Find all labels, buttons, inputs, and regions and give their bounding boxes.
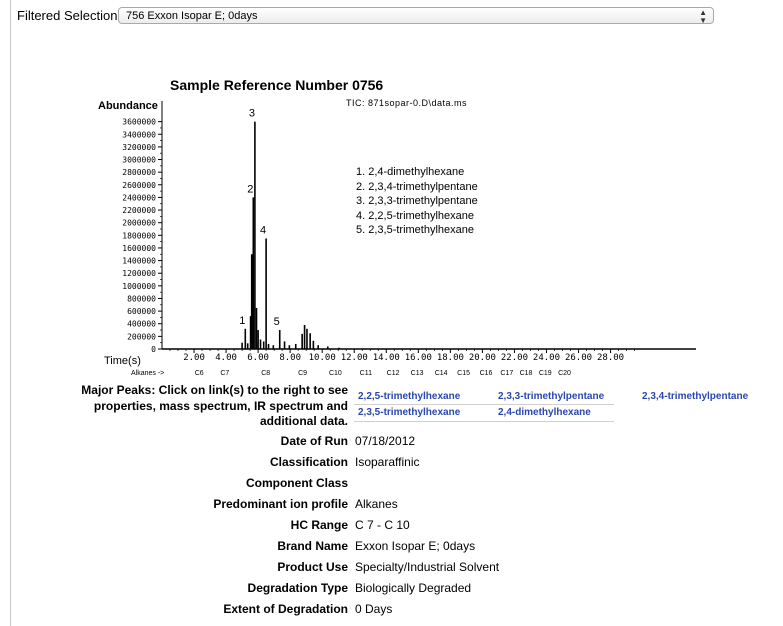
y-tick-label: 1600000 bbox=[122, 243, 156, 253]
y-tick-label: 0 bbox=[151, 345, 156, 354]
y-axis-label: Abundance bbox=[98, 100, 158, 112]
alkane-marker: C15 bbox=[457, 370, 470, 377]
peak-link[interactable]: 2,2,5-trimethylhexane bbox=[358, 391, 461, 402]
alkane-marker: C9 bbox=[298, 370, 308, 377]
x-axis-label: Time(s) bbox=[104, 355, 141, 367]
alkane-marker: C11 bbox=[359, 370, 373, 377]
major-peaks-label: Major Peaks: Click on link(s) to the right to see properties, mass spectrum, IR spectrum and additional data. bbox=[81, 383, 348, 428]
detail-label: HC Range bbox=[290, 518, 348, 532]
alkane-marker: C8 bbox=[261, 370, 271, 377]
alkane-marker: C18 bbox=[519, 370, 533, 377]
x-tick-label: 14.00 bbox=[372, 353, 400, 363]
x-tick-label: 2.00 bbox=[183, 353, 205, 363]
x-tick-label: 24.00 bbox=[532, 353, 561, 363]
y-tick-label: 2400000 bbox=[122, 193, 156, 203]
detail-value: Biologically Degraded bbox=[355, 581, 472, 595]
detail-value: C 7 - C 10 bbox=[355, 518, 410, 532]
y-tick-label: 200000 bbox=[127, 332, 156, 342]
alkane-marker: C17 bbox=[500, 370, 514, 377]
alkanes-label: Alkanes -> bbox=[131, 370, 165, 377]
detail-label: Date of Run bbox=[280, 434, 348, 448]
y-tick-label: 2600000 bbox=[122, 180, 156, 190]
peak-number-label: 1 bbox=[239, 314, 246, 327]
detail-label: Extent of Degradation bbox=[223, 602, 348, 616]
y-tick-label: 600000 bbox=[127, 307, 156, 317]
dropdown-arrows-icon: ▲ ▼ bbox=[699, 8, 707, 25]
detail-label: Predominant ion profile bbox=[213, 497, 348, 511]
y-tick-label: 400000 bbox=[127, 319, 156, 329]
detail-label: Product Use bbox=[277, 560, 348, 574]
chart-title: Sample Reference Number 0756 bbox=[170, 77, 384, 93]
y-tick-label: 2800000 bbox=[122, 168, 156, 178]
alkane-marker: C20 bbox=[558, 370, 571, 377]
peak-row-divider bbox=[354, 421, 614, 422]
x-tick-label: 8.00 bbox=[279, 353, 302, 363]
detail-value: 07/18/2012 bbox=[355, 434, 416, 448]
peak-number-label: 3 bbox=[248, 107, 255, 120]
detail-value: Specialty/Industrial Solvent bbox=[355, 560, 500, 574]
y-tick-label: 1000000 bbox=[122, 281, 156, 291]
x-tick-label: 12.00 bbox=[340, 353, 368, 363]
peak-legend bbox=[356, 165, 478, 238]
x-tick-label: 20.00 bbox=[468, 353, 496, 363]
legend-item: 3. 2,3,3-trimethylpentane bbox=[356, 195, 478, 207]
detail-label: Classification bbox=[269, 455, 348, 469]
x-tick-label: 6.00 bbox=[247, 353, 269, 363]
y-tick-label: 1200000 bbox=[122, 269, 156, 279]
x-tick-label: 16.00 bbox=[404, 353, 432, 363]
detail-label: Degradation Type bbox=[247, 581, 348, 595]
y-tick-label: 1800000 bbox=[122, 231, 156, 241]
chart-subtitle: TIC: 871sopar-0.D\data.ms bbox=[346, 98, 468, 108]
legend-item: 2. 2,3,4-trimethylpentane bbox=[356, 180, 478, 193]
x-tick-label: 18.00 bbox=[436, 353, 464, 363]
legend-item: 4. 2,2,5-trimethylhexane bbox=[356, 209, 475, 222]
peak-link[interactable]: 2,3,5-trimethylhexane bbox=[358, 407, 461, 418]
detail-value: Exxon Isopar E; 0days bbox=[355, 539, 476, 553]
y-tick-label: 2200000 bbox=[122, 206, 156, 216]
major-peaks-links bbox=[354, 389, 774, 421]
legend-item: 5. 2,3,5-trimethylhexane bbox=[356, 224, 475, 236]
x-tick-label: 28.00 bbox=[597, 353, 625, 363]
detail-value: Alkanes bbox=[355, 497, 398, 511]
y-tick-label: 2000000 bbox=[122, 218, 156, 228]
x-tick-label: 10.00 bbox=[308, 353, 336, 363]
x-tick-label: 4.00 bbox=[215, 353, 237, 363]
y-tick-label: 3000000 bbox=[122, 155, 156, 165]
detail-label: Component Class bbox=[245, 476, 348, 490]
y-tick-label: 800000 bbox=[127, 294, 156, 304]
detail-value: 0 Days bbox=[355, 602, 393, 616]
alkane-marker: C14 bbox=[434, 370, 448, 377]
filtered-selection-value: 756 Exxon Isopar E; 0days bbox=[126, 10, 258, 22]
x-tick-label: 26.00 bbox=[564, 353, 593, 363]
y-tick-label: 3200000 bbox=[122, 142, 156, 152]
alkane-marker: C7 bbox=[220, 370, 230, 377]
alkane-marker: C10 bbox=[328, 370, 342, 377]
alkane-marker: C13 bbox=[410, 370, 424, 377]
alkane-marker: C16 bbox=[479, 370, 493, 377]
peak-number-label: 4 bbox=[260, 224, 267, 237]
legend-item: 1. 2,4-dimethylhexane bbox=[356, 166, 465, 178]
x-tick-label: 22.00 bbox=[500, 353, 528, 363]
peak-link[interactable]: 2,4-dimethylhexane bbox=[498, 407, 591, 418]
peak-link[interactable]: 2,3,3-trimethylpentane bbox=[498, 391, 605, 402]
y-tick-label: 3600000 bbox=[122, 117, 156, 127]
alkane-marker: C19 bbox=[538, 370, 552, 377]
peak-number-label: 5 bbox=[273, 316, 280, 329]
filtered-selection-label: Filtered Selection bbox=[17, 8, 118, 23]
peak-number-label: 2 bbox=[247, 183, 254, 196]
alkane-marker: C12 bbox=[386, 370, 400, 377]
peak-row-divider bbox=[354, 404, 614, 405]
detail-label: Brand Name bbox=[277, 539, 348, 553]
y-tick-label: 1400000 bbox=[122, 256, 156, 266]
alkane-marker: C6 bbox=[194, 370, 204, 377]
y-tick-label: 3400000 bbox=[122, 130, 156, 140]
detail-value: Isoparaffinic bbox=[355, 455, 420, 469]
peak-link[interactable]: 2,3,4-trimethylpentane bbox=[642, 391, 749, 402]
